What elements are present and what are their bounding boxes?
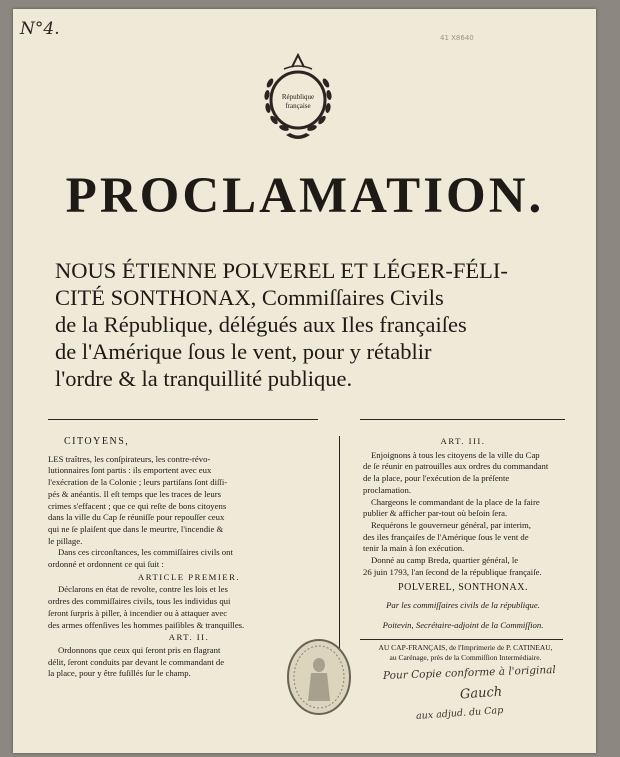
- text-line: Enjoignons à tous les citoyens de la ville du Cap: [371, 449, 540, 460]
- text-line: la place, pour y être fuſillés ſur le champ.: [48, 668, 191, 679]
- text-line: Dans ces circonſtances, les commiſſaires civils ont: [58, 547, 233, 558]
- imprint-top-rule: [360, 639, 563, 640]
- text-line: ſeront ſurpris à piller, à incendier ou à attaquer avec: [48, 607, 228, 618]
- text-line: le pillage.: [48, 535, 83, 546]
- text-line: Déclarons en état de revolte, contre les lois et les: [58, 584, 228, 595]
- intro-text: [55, 257, 575, 392]
- handwritten-signature: Gauch: [459, 684, 503, 703]
- handwritten-certification: Pour Copie conforme à l'original: [382, 663, 556, 683]
- intro-line: NOUS ÉTIENNE POLVEREL ET LÉGER-FÉLI-: [55, 258, 508, 283]
- text-line: Requérons le gouverneur général, par interim,: [371, 519, 531, 530]
- handwritten-title: aux adjud. du Cap: [415, 704, 504, 723]
- archive-mark: 41 X8640: [440, 34, 474, 42]
- republic-emblem: [262, 53, 334, 147]
- imprint-line: AU CAP-FRANÇAIS, de l'Imprimerie de P. CATINEAU,: [378, 643, 553, 652]
- secretary-line: Poitevin, Secrétaire-adjoint de la Commiſſion.: [382, 619, 544, 630]
- article-2-heading: ART. II.: [168, 632, 210, 643]
- text-line: de la place, pour l'exécution de la préſente: [363, 473, 510, 484]
- proclamation-title: PROCLAMATION.: [65, 168, 545, 224]
- article-1-heading: ARTICLE PREMIER.: [137, 571, 241, 582]
- emblem-line-2: française: [285, 102, 311, 110]
- right-column: [363, 436, 563, 632]
- handwritten-number: N°4.: [20, 19, 60, 39]
- imprint-line: au Carénage, près de la Commiſſion Intermédiaire.: [389, 653, 542, 662]
- by-order-line: Par les commiſſaires civils de la république.: [386, 600, 540, 611]
- text-line: qui ne ſe plaiſent que dans le meurtre, l'incendie &: [48, 523, 224, 534]
- text-line: LES traîtres, les conſpirateurs, les contre-révo-: [48, 453, 211, 464]
- signatories: POLVEREL, SONTHONAX.: [398, 582, 528, 594]
- text-line: dans la ville du Cap ſe réuniſſe pour repouſſer ceux: [48, 512, 225, 523]
- text-line: Chargeons le commandant de la place de la faire: [371, 496, 540, 507]
- article-3-heading: ART. III.: [440, 436, 486, 446]
- text-line: pés & anéantis. Il eſt temps que les traces de leurs: [48, 488, 221, 499]
- text-line: 26 juin 1793, l'an ſecond de la république françaiſe.: [363, 566, 542, 577]
- text-line: délit, ſeront conduits par devant le commandant de: [48, 656, 225, 667]
- right-top-rule: [360, 419, 565, 420]
- text-line: proclamation.: [363, 484, 412, 495]
- intro-line: CITÉ SONTHONAX, Commiſſaires Civils: [55, 285, 444, 310]
- text-line: des iles françaiſes de l'Amérique ſous le vent de: [363, 531, 529, 542]
- left-top-rule: [48, 419, 318, 420]
- text-line: Ordonnons que ceux qui ſeront pris en flagrant: [58, 644, 221, 655]
- text-line: de ſe réunir en patrouilles aux ordres du commandant: [363, 461, 549, 472]
- intro-line: l'ordre & la tranquillité publique.: [55, 366, 353, 391]
- text-line: crimes s'effacent ; que ce qui reſte de bons citoyens: [48, 500, 227, 511]
- text-line: publier & afficher par-tout où beſoin ſera.: [363, 508, 508, 519]
- text-line: tenir la main à ſon exécution.: [363, 543, 465, 554]
- text-line: ordres des commiſſaires civils, tous les individus qui: [48, 596, 231, 607]
- emblem-line-1: République: [281, 93, 315, 101]
- imprint: [363, 643, 568, 663]
- intro-line: de la République, délégués aux Iles françaiſes: [55, 312, 467, 337]
- intro-line: de l'Amérique ſous le vent, pour y rétablir: [55, 339, 432, 364]
- official-seal: [286, 637, 352, 717]
- salutation: CITOYENS,: [64, 436, 130, 447]
- text-line: ordonné et ordonnent ce qui ſuit :: [48, 559, 164, 570]
- text-line: l'exécration de la Colonie ; leurs partiſans ſont diſſi-: [48, 477, 228, 488]
- text-line: des armes offenſives les hommes paiſibles & tranquilles.: [48, 619, 245, 630]
- text-line: lutionnaires ſont partis : ils emportent avec eux: [48, 465, 212, 476]
- text-line: Donné au camp Breda, quartier général, le: [371, 555, 519, 566]
